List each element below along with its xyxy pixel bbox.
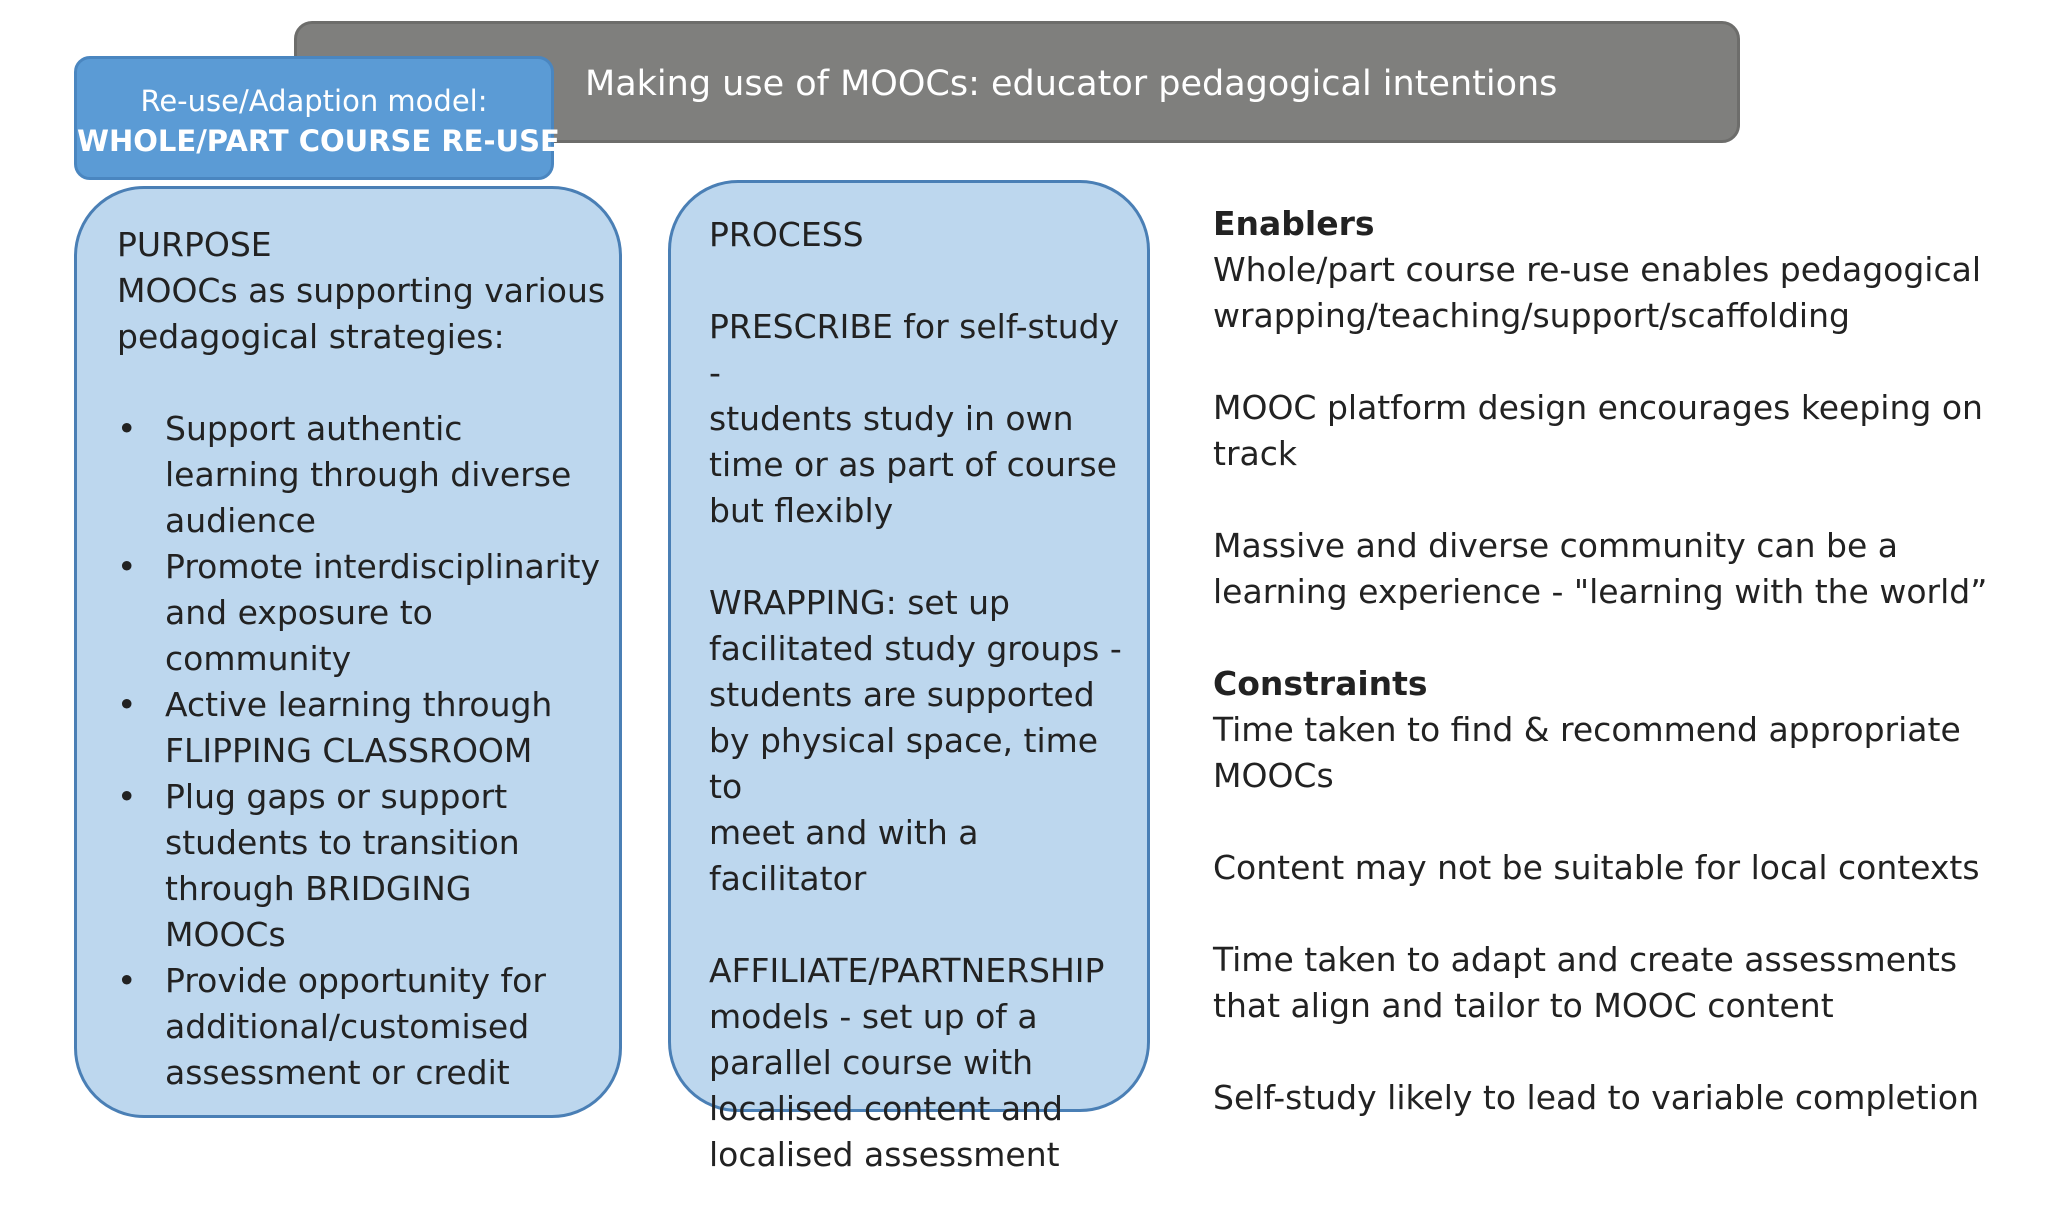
purpose-item-line: Active learning through xyxy=(165,685,553,724)
process-line: meet and with a xyxy=(709,813,979,852)
constraint-item xyxy=(1213,1075,2003,1121)
purpose-item-line: FLIPPING CLASSROOM xyxy=(165,731,533,770)
enabler-item xyxy=(1213,523,2003,615)
purpose-item xyxy=(117,682,605,774)
constraint-line: Self-study likely to lead to variable completion xyxy=(1213,1078,1980,1117)
purpose-item xyxy=(117,774,605,958)
process-block-prescribe xyxy=(709,304,1139,534)
process-line: students study in own xyxy=(709,399,1074,438)
constraint-item xyxy=(1213,661,2003,799)
process-line: by physical space, time to xyxy=(709,721,1099,806)
enabler-line: MOOC platform design encourages keeping on xyxy=(1213,388,1983,427)
purpose-item-line: through BRIDGING xyxy=(165,869,472,908)
constraint-line: Content may not be suitable for local contexts xyxy=(1213,848,1980,887)
purpose-item-line: additional/customised xyxy=(165,1007,530,1046)
enabler-line: wrapping/teaching/support/scaffolding xyxy=(1213,296,1850,335)
purpose-item-line: audience xyxy=(165,501,316,540)
enabler-line: Massive and diverse community can be a xyxy=(1213,526,1898,565)
constraint-line: Time taken to find & recommend appropriate xyxy=(1213,710,1961,749)
process-line: localised assessment xyxy=(709,1135,1060,1174)
purpose-item-line: MOOCs xyxy=(165,915,286,954)
process-line: AFFILIATE/PARTNERSHIP xyxy=(709,951,1105,990)
constraint-line: MOOCs xyxy=(1213,756,1334,795)
purpose-content xyxy=(117,222,617,1096)
constraint-item xyxy=(1213,937,2003,1029)
constraint-line: that align and tailor to MOOC content xyxy=(1213,986,1834,1025)
purpose-item-line: Provide opportunity for xyxy=(165,961,546,1000)
process-block-affiliate xyxy=(709,948,1139,1178)
purpose-item-line: and exposure to xyxy=(165,593,433,632)
process-line: students are supported xyxy=(709,675,1095,714)
bullet-icon: • xyxy=(117,685,137,724)
model-tag-type: WHOLE/PART COURSE RE-USE xyxy=(77,124,560,158)
enabler-item xyxy=(1213,201,2003,339)
process-line: time or as part of course xyxy=(709,445,1117,484)
enablers-constraints xyxy=(1213,201,2003,1167)
purpose-item-line: community xyxy=(165,639,352,678)
process-line: PRESCRIBE for self-study - xyxy=(709,307,1120,392)
bullet-icon: • xyxy=(117,547,137,586)
model-tag-label: Re-use/Adaption model: xyxy=(140,84,488,118)
process-line: facilitator xyxy=(709,859,867,898)
bullet-icon: • xyxy=(117,777,137,816)
purpose-item-line: assessment or credit xyxy=(165,1053,510,1092)
bullet-icon: • xyxy=(117,961,137,1000)
process-line: facilitated study groups - xyxy=(709,629,1122,668)
purpose-item-line: learning through diverse xyxy=(165,455,572,494)
purpose-item xyxy=(117,958,605,1096)
purpose-heading: PURPOSE xyxy=(117,225,272,264)
enabler-line: track xyxy=(1213,434,1297,473)
process-line: parallel course with xyxy=(709,1043,1034,1082)
process-line: localised content and xyxy=(709,1089,1063,1128)
purpose-item-line: Support authentic xyxy=(165,409,463,448)
constraint-item xyxy=(1213,845,2003,891)
header-title: Making use of MOOCs: educator pedagogical intentions xyxy=(585,64,1558,104)
constraint-line: Time taken to adapt and create assessments xyxy=(1213,940,1958,979)
process-content xyxy=(709,212,1139,1224)
purpose-item-line: Promote interdisciplinarity xyxy=(165,547,600,586)
purpose-item-line: students to transition xyxy=(165,823,520,862)
enabler-item xyxy=(1213,385,2003,477)
enabler-line: Whole/part course re-use enables pedagogical xyxy=(1213,250,1981,289)
enabler-line: learning experience - "learning with the world” xyxy=(1213,572,1988,611)
purpose-item xyxy=(117,544,605,682)
purpose-intro-line-2: pedagogical strategies: xyxy=(117,317,505,356)
purpose-item xyxy=(117,406,605,544)
model-tag xyxy=(74,56,560,180)
process-line: but flexibly xyxy=(709,491,894,530)
process-heading: PROCESS xyxy=(709,215,864,254)
purpose-item-line: Plug gaps or support xyxy=(165,777,508,816)
process-block-wrapping xyxy=(709,580,1139,902)
enablers-heading: Enablers xyxy=(1213,204,1375,243)
purpose-intro-line-1: MOOCs as supporting various xyxy=(117,271,606,310)
process-line: models - set up of a xyxy=(709,997,1038,1036)
constraints-heading: Constraints xyxy=(1213,664,1428,703)
bullet-icon: • xyxy=(117,409,137,448)
purpose-list xyxy=(117,406,617,1096)
process-line: WRAPPING: set up xyxy=(709,583,1010,622)
